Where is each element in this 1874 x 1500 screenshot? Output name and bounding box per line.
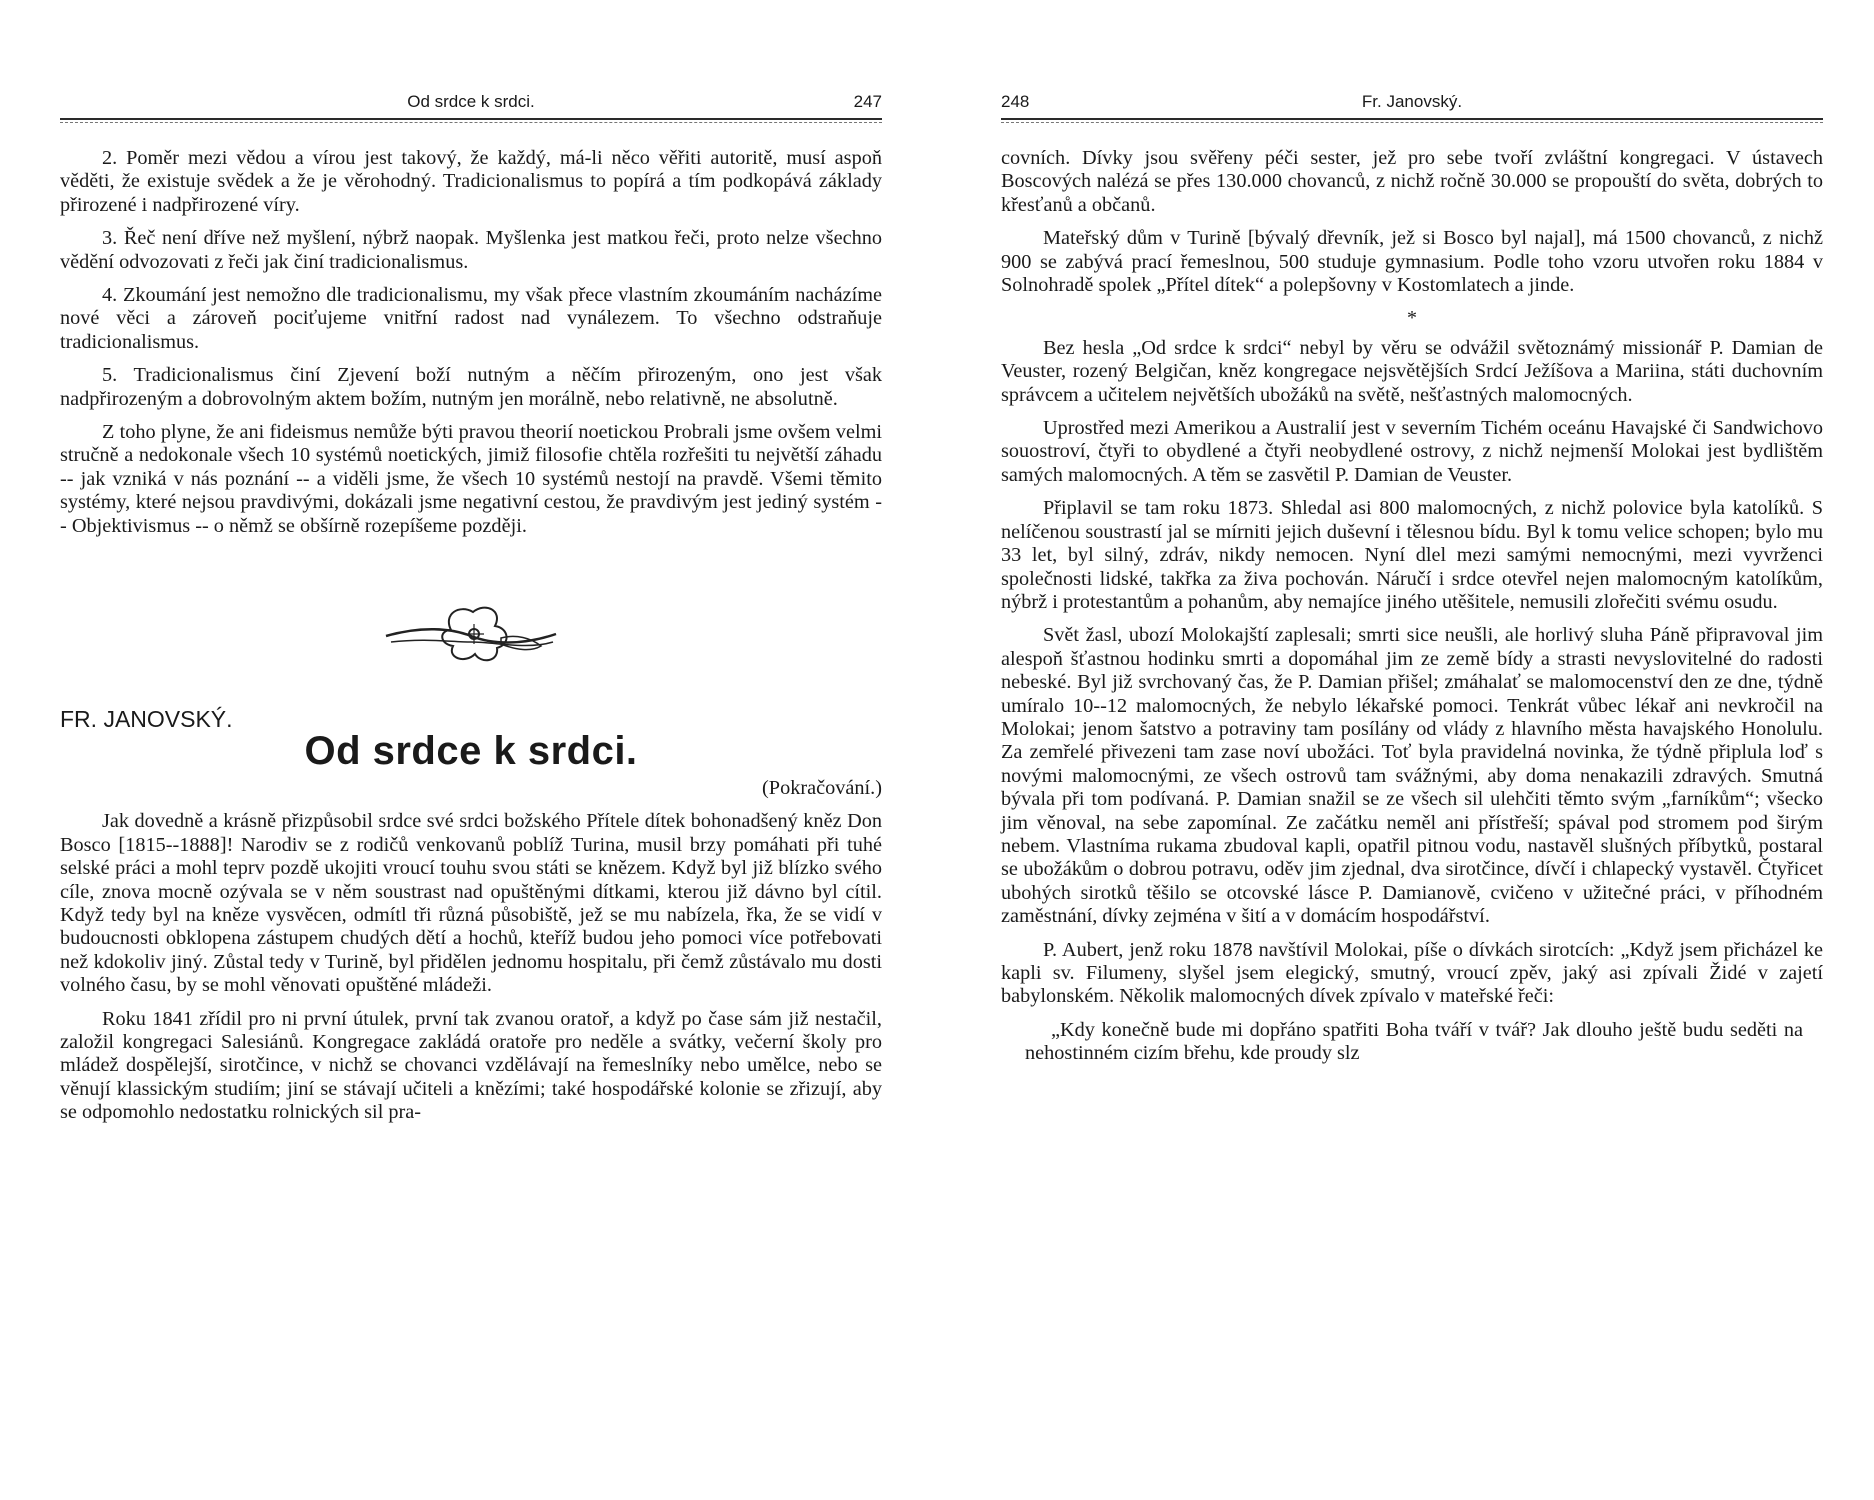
header-rule xyxy=(1001,118,1823,120)
right-text-column xyxy=(1001,147,1823,1076)
paragraph: covních. Dívky jsou svěřeny péči sester, jež pro sebe tvoří zvláštní kongregaci. V ústavech Boscových nalézá se přes 130.000 chovanců, z nichž ročně 30.000 se propouští do světa, dobrých to křesťanů a občanů. xyxy=(1001,147,1823,216)
header-rule-secondary xyxy=(60,122,882,123)
page-number: 247 xyxy=(853,92,882,111)
paragraph: Z toho plyne, že ani fideismus nemůže býti pravou theorií noetickou Probrali jsme ovšem velmi stručně a nedokonale všech 10 systémů noetických, jimiž filosofie chtěla rozřešiti tu největší záhadu -- jak vzniká v nás poznání -- a viděli jsme, že všech 10 systémů nestojí na pravdě. Všemi těmito systémy, které nejsou pravdivými, dokázali jsme negativní cestou, že pravdivým jest jediný systém -- Objektivismus -- o němž se obšírně rozepíšeme později. xyxy=(60,421,882,537)
paragraph: 5. Tradicionalismus činí Zjevení boží nutným a něčím přirozeným, ono jest však nadpřirozeným a dobrovolným aktem božím, nutným jen morálně, nebo relativně, ne absolutně. xyxy=(60,364,882,410)
paragraph: Bez hesla „Od srdce k srdci“ nebyl by věru se odvážil světoznámý missionář P. Damian de Veuster, rozený Belgičan, kněz kongregace nejsvětějších Srdcí Ježíšova a Mariina, státi duchovním správcem a učitelem největších ubožáků na světě, nešťastných malomocných. xyxy=(1001,336,1823,406)
page-number: 248 xyxy=(1001,92,1030,111)
quote-text: „Kdy konečně bude mi dopřáno spatřiti Boha tváří v tvář? Jak dlouho ještě budu seděti na nehostinném cizím břehu, kde proudy slz xyxy=(1025,1018,1803,1065)
paragraph: Svět žasl, ubozí Molokajští zaplesali; smrti sice neušli, ale horlivý sluha Páně připravoval jim alespoň šťastnou hodinku smrti a dopomáhal jim ze země bídy a strasti nevyslovitelné do radosti nebeské. Byl již svrchovaný čas, že P. Damian přišel; zmáhalať se malomocenství den ze dne, týdně umíralo 10--12 malomocných, že nebylo lékařské pomoci. Tenkrát vůbec lékař ani nevkročil na Molokai; jenom šatstvo a potraviny tam posílány od vlády z hlavního města havajského Honolulu. Za zemřelé přivezeni tam zase noví ubožáci. Toť byla pravidelná novinka, že týdně připlula loď s novými malomocnými, ze všech ostrovů tam svážnými, aby doma nenakazili zdravých. Smutná bývala při tom podívaná. P. Damian snažil se ze všech sil ulehčiti těmto svým „farníkům“; všecko jim věnoval, na sebe zapomínal. Ze začátku neměl ani přístřeší; spával pod stromem pod širým nebem. Vlastníma rukama zbudoval kapli, opatřil pitnou vodu, nastavěl slušných příbytků, postaral se ubožákům o dobrou potravu, oděv jim zjednal, dva sirotčince, dívčí i chlapecký vystavěl. Čtyřicet ubohých sirotků těšilo se otcovské lásce P. Damianově, cvičeno v užitečné práci, v příhodném zaměstnání, dívky zejména v šití a v domácím hospodářství. xyxy=(1001,624,1823,928)
quote-block xyxy=(1001,1019,1823,1066)
paragraph: 2. Poměr mezi vědou a vírou jest takový, že každý, má-li něco věřiti autoritě, musí aspoň věděti, že existuje svědek a že je věrohodný. Tradicionalismus to popírá a tím podkopává základy přirozené i nadpřirozené víry. xyxy=(60,147,882,216)
author-name: FR. JANOVSKÝ. xyxy=(60,706,233,733)
header-title: Fr. Janovský. xyxy=(1361,92,1463,111)
running-header xyxy=(1001,92,1823,120)
header-rule xyxy=(60,118,882,120)
paragraph: Mateřský dům v Turině [bývalý dřevník, jež si Bosco byl najal], má 1500 chovanců, z nichž 900 se zabývá prací řemeslnou, 500 studuje gymnasium. Podle toho vzoru utvořen roku 1884 v Solnohradě spolek „Přítel dítek“ a polepšovny v Kostomlatech a jinde. xyxy=(1001,227,1823,297)
paragraph: 4. Zkoumání jest nemožno dle tradicionalismu, my však přece vlastním zkoumáním nacházíme nové věci a zároveň pociťujeme vnitřní radost nad vynálezem. To všechno odstraňuje tradicionalismus. xyxy=(60,284,882,353)
paragraph: Připlavil se tam roku 1873. Shledal asi 800 malomocných, z nichž polovice byla katolíků. S nelíčenou soustrastí jal se mírniti jejich duševní i tělesnou bídu. Byl k tomu velice schopen; bylo mu 33 let, byl silný, zdráv, nikdy nemocen. Nyní dlel mezi samými nemocnými, mezi vyvrženci společnosti lidské, takřka za živa pochován. Náručí i srdce otevřel nejen malomocným katolíkům, nýbrž i protestantům a pohanům, aby nemajíce jiného utěšitele, nemusili zlořečiti svému osudu. xyxy=(1001,497,1823,613)
article-title: Od srdce k srdci. xyxy=(304,728,638,773)
section-divider-star: * xyxy=(1407,307,1417,330)
right-page xyxy=(937,0,1874,1500)
continuation-note: (Pokračování.) xyxy=(762,776,882,799)
paragraph: Roku 1841 zřídil pro ni první útulek, první tak zvanou oratoř, a když po čase sám již nestačil, založil kongregaci Salesiánů. Kongregace zakládá oratoře pro neděle a svátky, večerní školy pro mládež dospělejší, sirotčince, v nichž se chovanci vzdělávají na řemeslníky nebo umělce, nebo se věnují klassickým studiím; jiní se stávají učiteli a knězími; také hospodářské kolonie se zřizují, aby se odpomohlo nedostatku rolnických sil pra- xyxy=(60,1007,882,1124)
header-rule-secondary xyxy=(1001,122,1823,123)
floral-ornament-icon xyxy=(381,598,561,668)
paragraph: Jak dovedně a krásně přizpůsobil srdce své srdci božského Přítele dítek bohonadšený kněz Don Bosco [1815--1888]! Narodiv se z rodičů venkovanů poblíž Turina, musil brzy pomáhati při tuhé selské práci a mohl teprv pozdě ukojiti vroucí touhu svou státi se knězem. Když byl již blízko svého cíle, znova mocně ozývala se v něm soustrast nad opuštěnými dítkami, kterou již dávno byl cítil. Když tedy byl na kněze vysvěcen, odmítl tři různá působiště, jež se mu nabízela, řka, že se vidí v budoucnosti obklopena zástupem chudých dětí a hochů, kteříž budou jeho pomoci více potřebovati než kdokoliv jiný. Zůstal tedy v Turině, byl přidělen jednomu hospitalu, při čemž zůstávalo mu dosti volného času, by se mohl věnovati opuštěné mládeži. xyxy=(60,810,882,997)
paragraph: 3. Řeč není dříve než myšlení, nýbrž naopak. Myšlenka jest matkou řeči, proto nelze všechno vědění odvozovati z řeči jak činí tradicionalismus. xyxy=(60,227,882,273)
running-header xyxy=(60,92,882,120)
left-text-column xyxy=(60,147,882,1135)
paragraph: Uprostřed mezi Amerikou a Australií jest v severním Tichém oceánu Havajské či Sandwichovo souostroví, čtyři to obydlené a čtyři neobydlené ostrovy, z nichž nejmenší Molokai jest bydlištěm samých malomocných. A těm se zasvětil P. Damian de Veuster. xyxy=(1001,417,1823,486)
paragraph: P. Aubert, jenž roku 1878 navštívil Molokai, píše o dívkách sirotcích: „Když jsem přicházel ke kapli sv. Filumeny, slyšel jsem elegický, smutný, vroucí zpěv, jaký asi zpívali Židé v zajetí babylonském. Několik malomocných dívek zpívalo v mateřské řeči: xyxy=(1001,938,1823,1008)
header-title: Od srdce k srdci. xyxy=(407,92,535,111)
